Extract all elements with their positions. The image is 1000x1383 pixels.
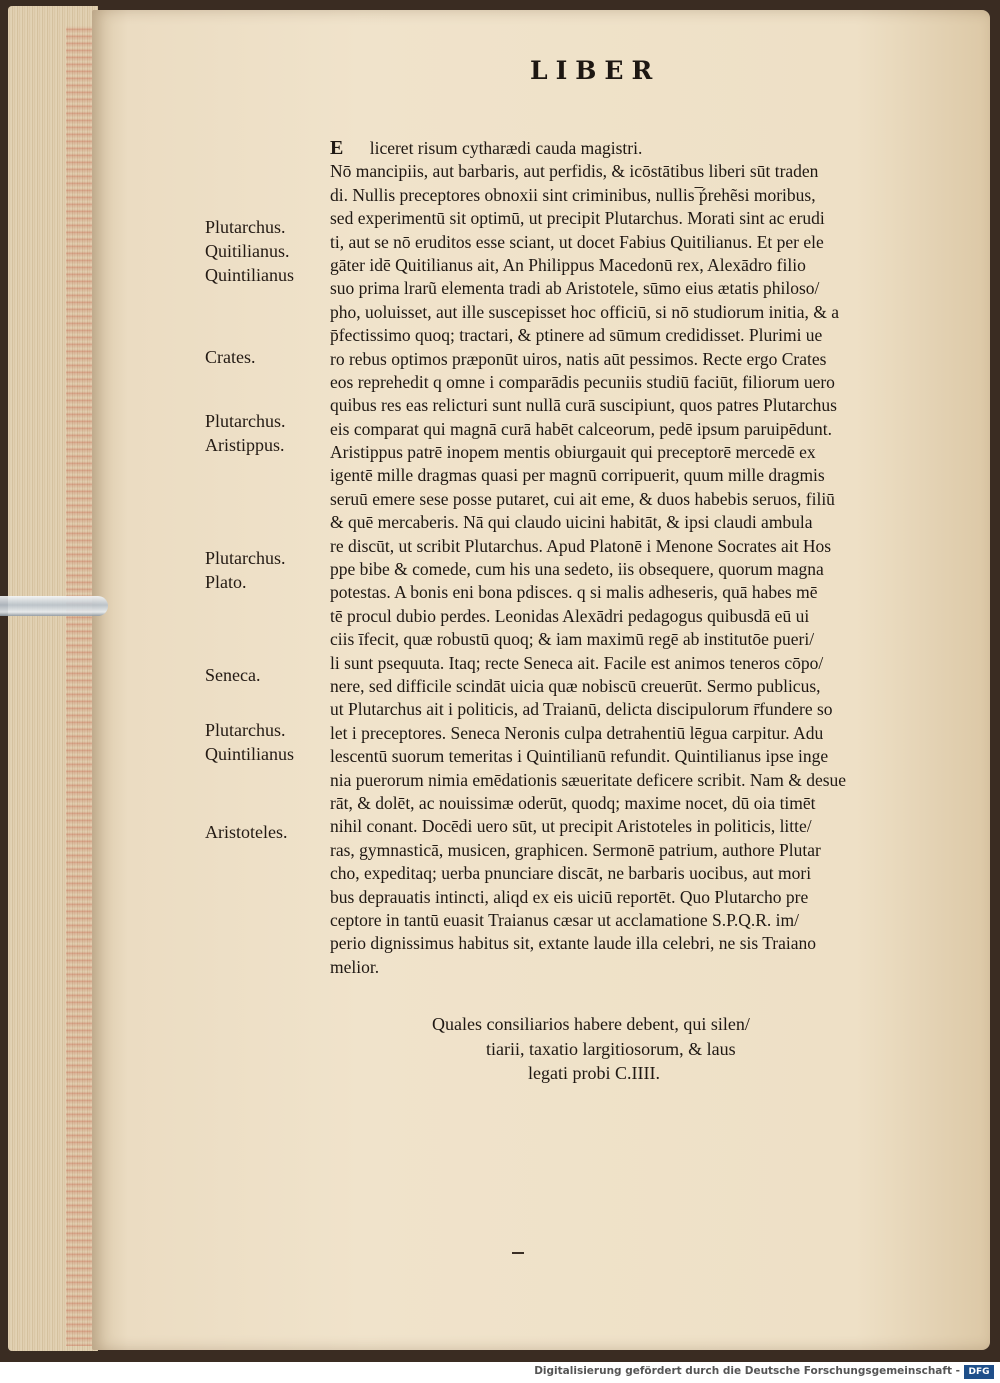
main-text-line: ti, aut se nō eruditos esse sciant, ut docet Fabius Quitilianus. Et per ele [330,231,824,252]
main-text-line: let i preceptores. Seneca Neronis culpa detrahentiū lēgua carpitur. Adu [330,722,824,743]
margin-note: Plutarchus. [205,411,286,431]
running-head: LIBER [530,56,661,85]
chapter-heading-line: Quales consiliarios habere debent, qui silen/ [432,1014,750,1034]
main-text-line: gāter idē Quitilianus ait, An Philippus Macedonū rex, Alexādro filio [330,254,806,275]
margin-note: Plutarchus. [205,217,286,237]
main-text-line: ut Plutarchus ait i politicis, ad Traianū, delicta discipulorum r̄fundere so [330,699,833,720]
main-text-line-rest: liceret risum cytharædi cauda magistri. [365,138,643,158]
margin-note: Quintilianus [205,744,294,764]
main-text-line: quibus res eas relicturi sunt nullā curā suscipiunt, quos patres Plutarchus [330,395,837,416]
main-text-line: ras, gymnasticā, musicen, graphicen. Sermonē patrium, authore Plutar [330,839,821,860]
main-text-line: pho, uoluisset, aut ille suscepisset hoc officiū, si nō studiorum initia, & a [330,301,840,322]
glass-clamp-rod [0,596,108,616]
margin-note: Plato. [205,572,247,592]
margin-note: Plutarchus. [205,548,286,568]
page-dash-mark [512,1252,524,1254]
main-text-line: tē procul dubio perdes. Leonidas Alexādri pedagogus quibusdā eū ui [330,605,810,626]
main-text-line: ceptore in tantū euasit Traianus cæsar ut acclamatione S.P.Q.R. im/ [330,909,800,930]
main-text-block [330,137,910,979]
main-text-line: nere, sed difficile scindāt uicia quæ nobiscū creuerūt. Sermo publicus, [330,675,821,696]
main-text-line: nihil conant. Docēdi uero sūt, ut precipit Aristoteles in politicis, litte/ [330,816,812,837]
main-text-line: re discūt, ut scribit Plutarchus. Apud Platonē i Menone Socrates ait Hos [330,535,832,556]
main-text-line: Nō mancipiis, aut barbaris, aut perfidis, & icōstātibus liberi sūt traden [330,161,819,182]
initial-letter: E [330,137,344,159]
main-text-line: di. Nullis preceptores obnoxii sint criminibus, nullis ̅ṕrehẽsi moribus, [330,184,816,205]
main-text-line: sed experimentū sit optimū, ut precipit Plutarchus. Morati sint ac erudi [330,208,825,229]
main-text-line: rāt, & dolēt, ac nouissimæ oderūt, quodq; maxime nocet, dū oia timēt [330,792,816,813]
main-text-line: potestas. A bonis eni bona pdisces. q si malis adheseris, quā habes mē [330,582,818,603]
margin-note: Seneca. [205,665,261,685]
main-text-line: ppe bibe & comede, cum his una sedeto, iis obsequere, quorum magna [330,559,824,580]
chapter-heading-line: legati probi C.IIII. [528,1063,660,1083]
main-text-line: suo prima lrarũ elementa tradi ab Aristotele, sūmo eius ætatis philoso/ [330,278,820,299]
main-text-line: p̄fectissimo quoq; tractari, & ptinere ad sūmum credidisset. Plurimi ue [330,325,823,346]
footer-bar [0,1362,1000,1383]
main-text-line: cho, expeditaq; uerba pnunciare discāt, ne barbaris uocibus, aut mori [330,863,812,884]
main-text-line: melior. [330,956,380,977]
main-text-line: nia puerorum nimia emēdationis sæueritate deficere scribit. Nam & desue [330,769,847,790]
main-text-line: ro rebus optimos præponūt uiros, natis aūt pessimos. Recte ergo Crates [330,348,827,369]
main-text-line: li sunt psequuta. Itaq; recte Seneca ait. Facile est animos teneros cōpo/ [330,652,824,673]
main-text-line: perio dignissimus habitus sit, extante laude illa celebri, ne sis Traiano [330,933,817,954]
margin-note: Quitilianus. [205,241,290,261]
main-text-line: & quē mercaberis. Nā qui claudo uicini habitāt, & ipsi claudi ambula [330,512,813,533]
main-text-line: eos reprehedit q omne i comparādis pecuniis studiū faciūt, filiorum uero [330,371,835,392]
main-text-line: bus deprauatis intincti, aliqd ex eis uiciū reportēt. Quo Plutarcho pre [330,886,809,907]
margin-note: Aristippus. [205,435,285,455]
main-text-line: eis comparat qui magnā curā habēt calceorum, pedē ipsum paruipēdunt. [330,418,832,439]
margin-note: Crates. [205,347,256,367]
main-text-line: Aristippus patrē inopem mentis obiurgauit qui preceptorē mercedē ex [330,442,816,463]
margin-note: Plutarchus. [205,720,286,740]
main-text-line: lescentū suorum temeritas i Quintilianū refundit. Quintilianus ipse inge [330,746,829,767]
margin-note: Quintilianus [205,265,294,285]
main-text-line: seruū emere sese posse putaret, cui ait eme, & duos habebis seruos, filiū [330,488,835,509]
main-text-line [330,137,910,160]
book-edge-stack [8,6,98,1351]
main-text-line: igentē mille dragmas quasi per magnū corripuerit, quum mille dragmis [330,465,825,486]
chapter-heading [432,1012,812,1086]
chapter-heading-line: tiarii, taxatio largitiosorum, & laus [486,1038,736,1059]
main-text-line: ciis īfecit, quæ robustū quoq; & iam maximū regē ab institutōe pueri/ [330,629,815,650]
dfg-logo: DFG [964,1365,994,1379]
margin-note: Aristoteles. [205,822,288,842]
footer-credit: Digitalisierung gefördert durch die Deutsche Forschungsgemeinschaft - [534,1365,960,1377]
